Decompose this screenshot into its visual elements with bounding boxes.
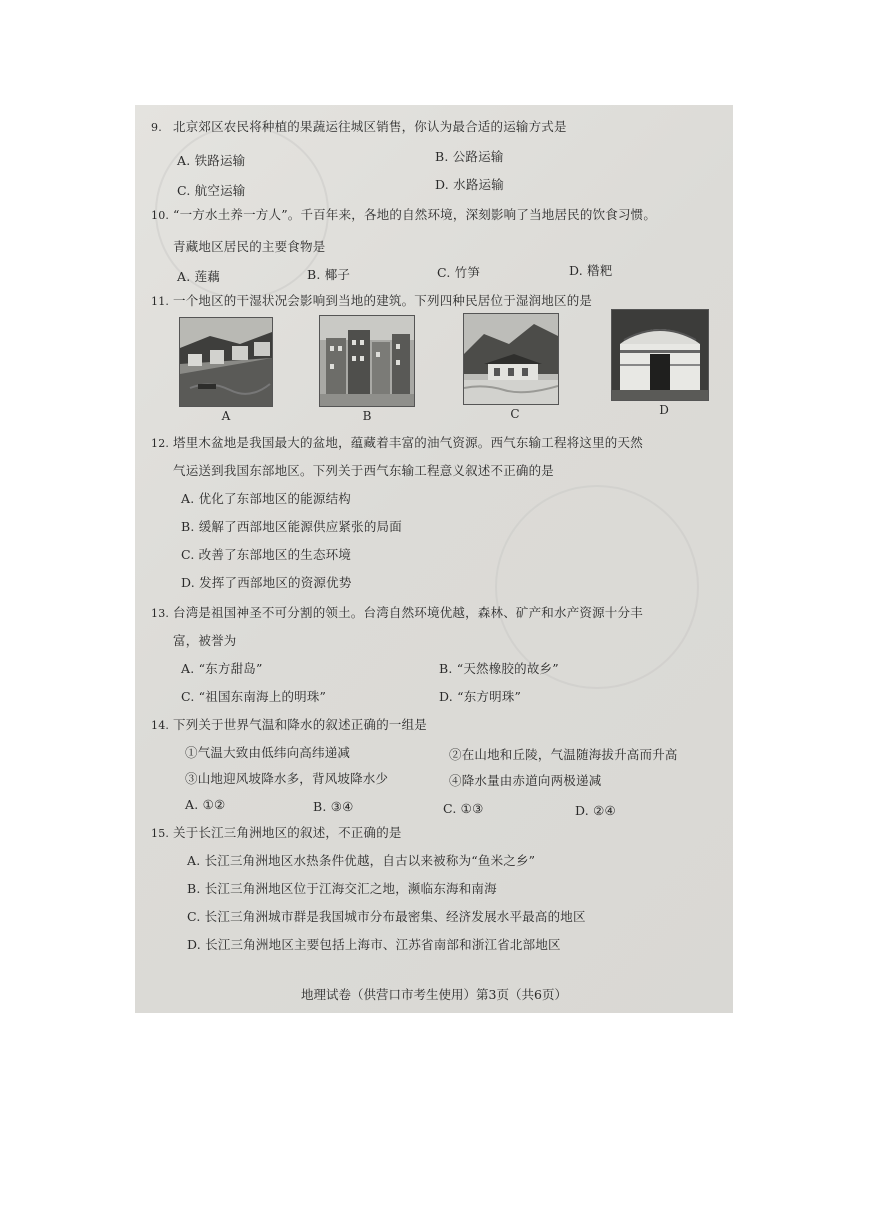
q10-number: 10. (151, 209, 170, 222)
q10-stem-text1: “一方水土养一方人”。千百年来，各地的自然环境，深刻影响了当地居民的饮食习惯。 (173, 207, 657, 222)
q14-number: 14. (151, 719, 170, 732)
q13-option-c[interactable]: C. “祖国东南海上的明珠” (181, 689, 327, 704)
q9-option-b[interactable]: B. 公路运输 (435, 149, 504, 164)
q13-stem-line1 (151, 605, 643, 622)
q13-stem-text1: 台湾是祖国神圣不可分割的领土。台湾自然环境优越，森林、矿产和水产资源十分丰 (173, 605, 643, 620)
q14-statement-1: ①气温大致由低纬向高纬递减 (185, 745, 351, 760)
q14-statement-2: ②在山地和丘陵，气温随海拔升高而升高 (449, 747, 678, 762)
q15-option-c[interactable]: C. 长江三角洲城市群是我国城市分布最密集、经济发展水平最高的地区 (187, 909, 586, 924)
q14-option-d[interactable]: D. ②④ (575, 803, 616, 818)
stone-buildings-icon (320, 316, 414, 406)
water-town-icon (180, 318, 272, 406)
q13-option-b[interactable]: B. “天然橡胶的故乡” (439, 661, 559, 676)
q9-stem (151, 119, 567, 136)
house-photo-a[interactable] (179, 317, 273, 407)
q9-option-d[interactable]: D. 水路运输 (435, 177, 504, 192)
q14-stem-text: 下列关于世界气温和降水的叙述正确的一组是 (173, 717, 428, 732)
q9-number: 9. (151, 121, 162, 134)
q12-option-a[interactable]: A. 优化了东部地区的能源结构 (181, 491, 351, 506)
q10-option-d[interactable]: D. 糌粑 (569, 263, 613, 278)
q10-option-c[interactable]: C. 竹笋 (437, 265, 481, 280)
q15-number: 15. (151, 827, 170, 840)
q10-stem-line2: 青藏地区居民的主要食物是 (173, 239, 326, 254)
q14-statement-4: ④降水量由赤道向两极递减 (449, 773, 602, 788)
q14-option-b[interactable]: B. ③④ (313, 799, 354, 814)
q12-option-c[interactable]: C. 改善了东部地区的生态环境 (181, 547, 352, 562)
q12-number: 12. (151, 437, 170, 450)
q12-stem-text1: 塔里木盆地是我国最大的盆地，蕴藏着丰富的油气资源。西气东输工程将这里的天然 (173, 435, 643, 450)
q12-option-b[interactable]: B. 缓解了西部地区能源供应紧张的局面 (181, 519, 402, 534)
q14-option-a[interactable]: A. ①② (185, 797, 226, 812)
q9-option-c[interactable]: C. 航空运输 (177, 183, 246, 198)
photo-label-c: C (510, 407, 520, 421)
q10-option-b[interactable]: B. 椰子 (307, 267, 351, 282)
page-footer: 地理试卷（供营口市考生使用）第3页（共6页） (301, 987, 567, 1002)
q9-option-a[interactable]: A. 铁路运输 (177, 153, 246, 168)
exam-page (135, 105, 733, 1013)
q15-stem-text: 关于长江三角洲地区的叙述，不正确的是 (173, 825, 402, 840)
q13-number: 13. (151, 607, 170, 620)
q15-option-d[interactable]: D. 长江三角洲地区主要包括上海市、江苏省南部和浙江省北部地区 (187, 937, 561, 952)
house-photo-b[interactable] (319, 315, 415, 407)
q10-stem-line1 (151, 207, 656, 224)
q15-option-a[interactable]: A. 长江三角洲地区水热条件优越，自古以来被称为“鱼米之乡” (187, 853, 536, 868)
photo-label-d: D (659, 403, 669, 417)
q9-stem-text: 北京郊区农民将种植的果蔬运往城区销售，你认为最合适的运输方式是 (173, 119, 567, 134)
q11-stem-text: 一个地区的干湿状况会影响到当地的建筑。下列四种民居位于湿润地区的是 (173, 293, 593, 308)
photo-label-a: A (221, 409, 231, 423)
q13-option-d[interactable]: D. “东方明珠” (439, 689, 522, 704)
q14-statement-3: ③山地迎风坡降水多，背风坡降水少 (185, 771, 389, 786)
q15-stem (151, 825, 402, 842)
q15-option-b[interactable]: B. 长江三角洲地区位于江海交汇之地，濒临东海和南海 (187, 881, 497, 896)
q11-stem (151, 293, 592, 310)
q12-stem-line2: 气运送到我国东部地区。下列关于西气东输工程意义叙述不正确的是 (173, 463, 555, 478)
hillside-house-icon (464, 314, 558, 404)
house-photo-d[interactable] (611, 309, 709, 401)
q11-number: 11. (151, 295, 170, 308)
q13-option-a[interactable]: A. “东方甜岛” (181, 661, 263, 676)
yurt-icon (612, 310, 708, 400)
q14-option-c[interactable]: C. ①③ (443, 801, 484, 816)
photo-label-b: B (362, 409, 372, 423)
q12-stem-line1 (151, 435, 643, 452)
q12-option-d[interactable]: D. 发挥了西部地区的资源优势 (181, 575, 352, 590)
q14-stem (151, 717, 427, 734)
q10-option-a[interactable]: A. 莲藕 (177, 269, 220, 284)
house-photo-c[interactable] (463, 313, 559, 405)
q13-stem-line2: 富，被誉为 (173, 633, 237, 648)
